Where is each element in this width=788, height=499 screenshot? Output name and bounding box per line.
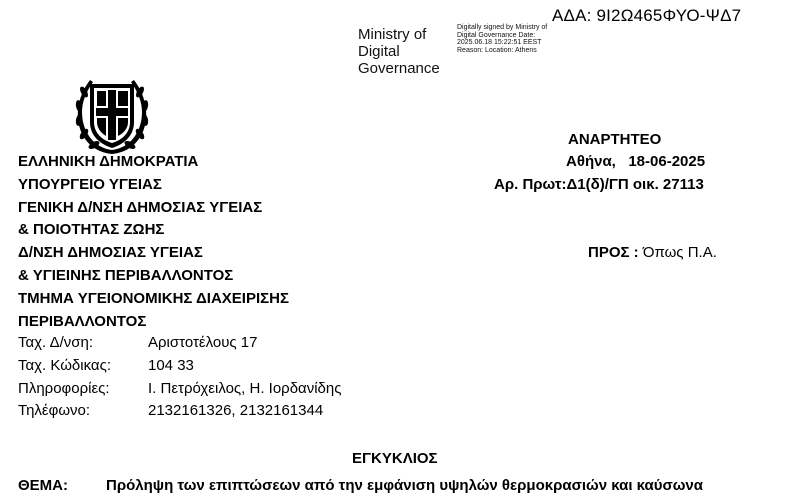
recipient	[588, 244, 717, 261]
contact-value-phone: 2132161326, 2132161344	[148, 402, 324, 419]
place-date: Αθήνα, 18-06-2025	[566, 153, 706, 170]
header-line-directorate: Δ/ΝΣΗ ΔΗΜΟΣΙΑΣ ΥΓΕΙΑΣ	[18, 244, 203, 261]
header-line-republic: ΕΛΛΗΝΙΚΗ ΔΗΜΟΚΡΑΤΙΑ	[18, 153, 199, 170]
contact-label-info: Πληροφορίες:	[18, 380, 110, 397]
recipient-value: Όπως Π.Α.	[642, 244, 717, 261]
contact-value-info: Ι. Πετρόχειλος, Η. Ιορδανίδης	[148, 380, 342, 397]
signature-details: Digitally signed by Ministry of Digital Governance Date: 2025.06.18 15:22:51 EEST Reason: Location: Athens	[457, 24, 548, 54]
header-line-environment: ΠΕΡΙΒΑΛΛΟΝΤΟΣ	[18, 313, 147, 330]
signature-name: Ministry of Digital Governance	[358, 26, 440, 77]
greek-coat-of-arms-icon	[70, 70, 154, 158]
contact-value-address: Αριστοτέλους 17	[148, 334, 258, 351]
header-line-ministry: ΥΠΟΥΡΓΕΙΟ ΥΓΕΙΑΣ	[18, 176, 162, 193]
document-type: ΕΓΚΥΚΛΙΟΣ	[352, 450, 438, 467]
contact-label-phone: Τηλέφωνο:	[18, 402, 91, 419]
header-line-environment-hygiene: & ΥΓΙΕΙΝΗΣ ΠΕΡΙΒΑΛΛΟΝΤΟΣ	[18, 267, 234, 284]
contact-label-address: Ταχ. Δ/νση:	[18, 334, 94, 351]
header-line-department: ΤΜΗΜΑ ΥΓΕΙΟΝΟΜΙΚΗΣ ΔΙΑΧΕΙΡΙΣΗΣ	[18, 290, 289, 307]
ada-code: ΑΔΑ: 9Ι2Ω465ΦΥΟ-ΨΔ7	[552, 6, 742, 25]
posted-label: ΑΝΑΡΤΗΤΕΟ	[568, 131, 662, 148]
subject-text: Πρόληψη των επιπτώσεων από την εμφάνιση υψηλών θερμοκρασιών και καύσωνα	[106, 477, 703, 494]
contact-label-postcode: Ταχ. Κώδικας:	[18, 357, 111, 374]
recipient-label: ΠΡΟΣ :	[588, 244, 639, 261]
contact-value-postcode: 104 33	[148, 357, 194, 374]
header-line-quality-of-life: & ΠΟΙΟΤΗΤΑΣ ΖΩΗΣ	[18, 221, 165, 238]
header-line-general-directorate: ΓΕΝΙΚΗ Δ/ΝΣΗ ΔΗΜΟΣΙΑΣ ΥΓΕΙΑΣ	[18, 199, 263, 216]
subject-label: ΘΕΜΑ:	[18, 477, 68, 494]
protocol-number: Αρ. Πρωτ:Δ1(δ)/ΓΠ οικ. 27113	[494, 176, 704, 193]
